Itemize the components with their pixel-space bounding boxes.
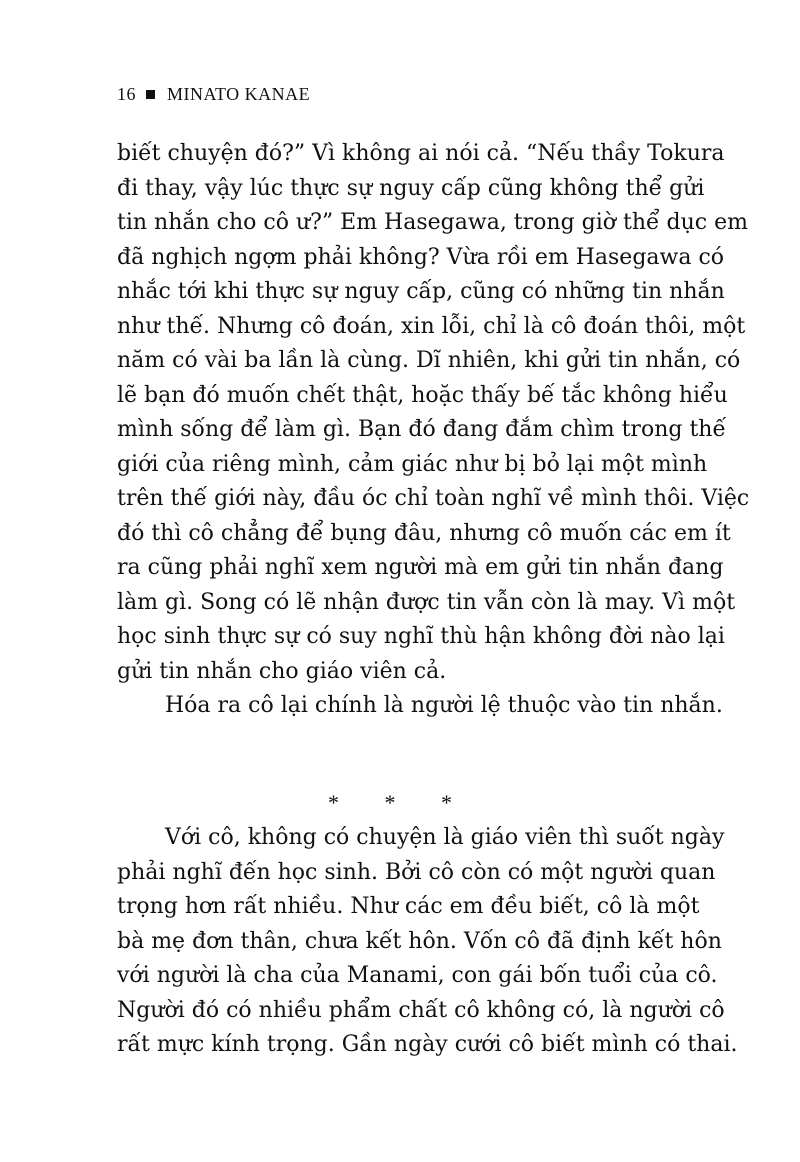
text-line: với người là cha của Manami, con gái bốn tuổi của cô.	[117, 963, 718, 988]
text-line: trên thế giới này, đầu óc chỉ toàn nghĩ về mình thôi. Việc	[117, 486, 750, 511]
text-line: trọng hơn rất nhiều. Như các em đều biết, cô là một	[117, 894, 700, 919]
text-line: đi thay, vậy lúc thực sự nguy cấp cũng không thể gửi	[117, 175, 705, 201]
text-line: đó thì cô chẳng để bụng đâu, nhưng cô muốn các em ít	[117, 520, 731, 546]
text-line: Với cô, không có chuyện là giáo viên thì suốt ngày	[165, 825, 725, 850]
running-header	[117, 84, 310, 105]
text-line: đã nghịch ngợm phải không? Vừa rồi em Hasegawa có	[117, 244, 725, 270]
text-line: gửi tin nhắn cho giáo viên cả.	[117, 658, 447, 684]
paragraph-block-1	[117, 137, 750, 724]
text-line: biết chuyện đó?” Vì không ai nói cả. “Nếu thầy Tokura	[117, 141, 725, 166]
text-line: làm gì. Song có lẽ nhận được tin vẫn còn là may. Vì một	[117, 589, 736, 615]
author-name: MINATO KANAE	[167, 84, 311, 104]
text-line: năm có vài ba lần là cùng. Dĩ nhiên, khi gửi tin nhắn, có	[117, 348, 741, 373]
square-bullet-icon	[146, 90, 155, 99]
text-line: giới của riêng mình, cảm giác như bị bỏ lại một mình	[117, 451, 708, 477]
text-line: phải nghĩ đến học sinh. Bởi cô còn có một người quan	[117, 859, 716, 885]
page-number: 16	[117, 84, 136, 104]
text-line: học sinh thực sự có suy nghĩ thù hận không đời nào lại	[117, 624, 725, 649]
text-line: nhắc tới khi thực sự nguy cấp, cũng có những tin nhắn	[117, 279, 725, 304]
text-line: ra cũng phải nghĩ xem người mà em gửi tin nhắn đang	[117, 555, 724, 580]
paragraph-block-2	[117, 821, 738, 1063]
text-line: Người đó có nhiều phẩm chất cô không có, là người cô	[117, 997, 725, 1023]
closing-line: Hóa ra cô lại chính là người lệ thuộc vào tin nhắn.	[165, 693, 723, 718]
text-line: mình sống để làm gì. Bạn đó đang đắm chìm trong thế	[117, 417, 726, 442]
text-line: rất mực kính trọng. Gần ngày cưới cô biết mình có thai.	[117, 1032, 738, 1057]
text-line: tin nhắn cho cô ư?” Em Hasegawa, trong giờ thể dục em	[117, 210, 748, 235]
text-line: bà mẹ đơn thân, chưa kết hôn. Vốn cô đã định kết hôn	[117, 928, 722, 954]
text-line: như thế. Nhưng cô đoán, xin lỗi, chỉ là cô đoán thôi, một	[117, 313, 746, 339]
text-line: lẽ bạn đó muốn chết thật, hoặc thấy bế tắc không hiểu	[117, 382, 728, 408]
section-separator: * * *	[328, 790, 472, 815]
